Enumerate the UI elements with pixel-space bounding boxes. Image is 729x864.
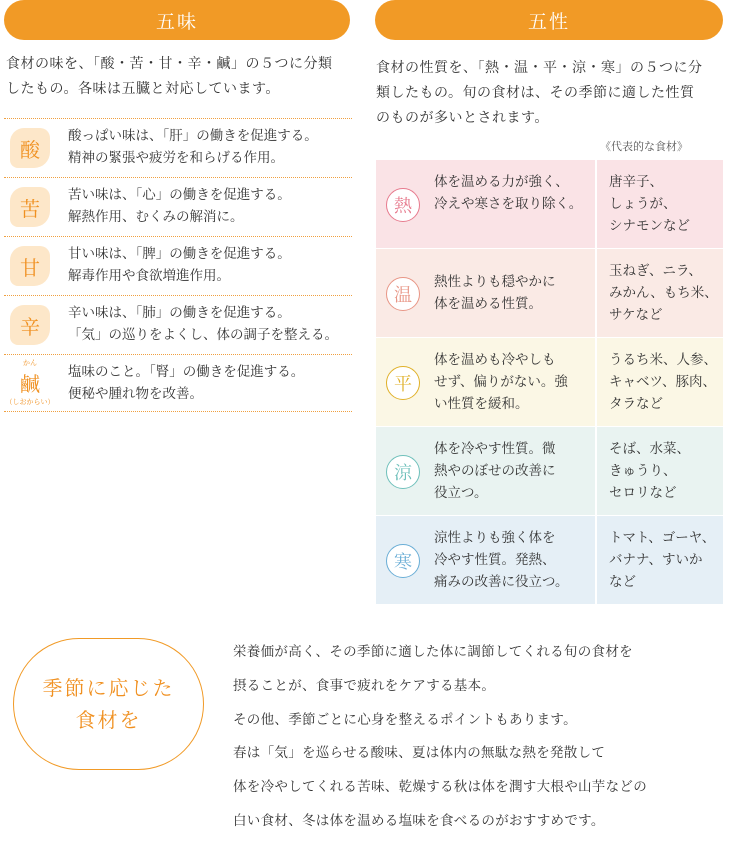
nature-line: 冷えや寒さを取り除く。 <box>434 196 583 212</box>
nature-description <box>434 171 592 215</box>
taste-line: 甘い味は、「脾」の働きを促進する。 <box>68 246 291 262</box>
taste-description <box>68 184 353 228</box>
food-line: きゅうり、 <box>609 463 677 479</box>
label-line: 食材を <box>75 708 142 732</box>
nature-line: 役立つ。 <box>434 485 488 501</box>
taste-line: 酸っぱい味は、「肝」の働きを促進する。 <box>68 128 318 144</box>
nature-description <box>434 271 592 315</box>
intro-line: したもの。各味は五臓と対応しています。 <box>6 81 280 97</box>
taste-char: 苦 <box>20 196 40 221</box>
nature-badge: 寒 <box>386 544 420 578</box>
taste-description <box>68 361 353 405</box>
intro-line: 食材の味を、「酸・苦・甘・辛・鹹」の５つに分類 <box>6 56 333 72</box>
nature-foods <box>609 349 723 415</box>
food-line: シナモンなど <box>609 218 690 234</box>
food-line: サケなど <box>609 307 663 323</box>
nature-description <box>434 349 592 415</box>
taste-row-salty <box>4 355 352 412</box>
food-line: しょうが、 <box>609 196 677 212</box>
nature-table <box>376 160 723 605</box>
goami-intro <box>6 52 351 102</box>
food-line: みかん、もち米、 <box>609 285 718 301</box>
seasonal-food-badge <box>13 638 204 770</box>
paragraph-line: 体を冷やしてくれる苦味、乾燥する秋は体を潤す大根や山芋などの <box>233 779 647 796</box>
nature-foods-cell <box>597 338 723 426</box>
nature-desc-cell <box>376 427 595 515</box>
paragraph-line: 白い食材、冬は体を温める塩味を食べるのがおすすめです。 <box>233 812 605 829</box>
taste-row-sour <box>4 119 352 178</box>
food-line: 唐辛子、 <box>609 174 663 190</box>
nature-row-warm <box>376 249 723 338</box>
nature-badge: 温 <box>386 277 420 311</box>
taste-description <box>68 302 353 346</box>
nature-line: 熱性よりも穏やかに <box>434 274 556 290</box>
taste-list <box>4 118 352 412</box>
food-line: バナナ、すいか <box>609 552 703 568</box>
nature-row-cool <box>376 427 723 516</box>
food-line: 玉ねぎ、ニラ、 <box>609 263 702 279</box>
nature-line: 体を温めも冷やしも <box>434 352 556 368</box>
goami-header: 五味 <box>4 0 350 40</box>
taste-reading: （しおからい） <box>5 398 55 406</box>
taste-line: 辛い味は、「肺」の働きを促進する。 <box>68 305 291 321</box>
taste-line: 苦い味は、「心」の働きを促進する。 <box>68 187 291 203</box>
nature-description <box>434 438 592 504</box>
nature-badge: 熱 <box>386 188 420 222</box>
nature-line: 熱やのぼせの改善に <box>434 463 556 479</box>
nature-line: せず、偏りがない。強 <box>434 374 568 390</box>
nature-line: 体を温める力が強く、 <box>434 174 569 190</box>
paragraph-line: 春は「気」を巡らせる酸味、夏は体内の無駄な熱を発散して <box>233 745 606 762</box>
nature-foods-cell <box>597 427 723 515</box>
nature-badge: 涼 <box>386 455 420 489</box>
typical-foods-label: 《代表的な食材》 <box>600 140 688 153</box>
taste-line: 塩味のこと。「腎」の働きを促進する。 <box>68 364 305 380</box>
taste-line: 「気」の巡りをよくし、体の調子を整える。 <box>68 327 338 343</box>
nature-desc-cell <box>376 160 595 248</box>
intro-line: 類したもの。旬の食材は、その季節に適した性質 <box>376 85 695 101</box>
food-line: キャベツ、豚肉、 <box>609 374 717 390</box>
nature-description <box>434 527 592 593</box>
paragraph-line: 摂ることが、食事で疲れをケアする基本。 <box>233 677 496 694</box>
nature-row-hot <box>376 160 723 249</box>
food-line: うるち米、人参、 <box>609 352 717 368</box>
food-line: セロリなど <box>609 485 677 501</box>
gosei-intro <box>376 56 726 131</box>
nature-foods <box>609 260 723 326</box>
taste-description <box>68 125 353 169</box>
nature-desc-cell <box>376 516 595 604</box>
label-line: 季節に応じた <box>42 676 175 700</box>
taste-ruby: かん <box>23 359 37 367</box>
intro-line: のものが多いとされます。 <box>376 110 549 126</box>
nature-line: 体を冷やす性質。微 <box>434 441 556 457</box>
intro-line: 食材の性質を、「熱・温・平・涼・寒」の５つに分 <box>376 60 703 76</box>
taste-line: 解毒作用や食欲増進作用。 <box>68 268 230 284</box>
taste-line: 精神の緊張や疲労を和らげる作用。 <box>68 150 284 166</box>
nature-foods-cell <box>597 516 723 604</box>
nature-line: 涼性よりも強く体を <box>434 530 556 546</box>
paragraph-line: 栄養価が高く、その季節に適した体に調節してくれる旬の食材を <box>233 644 633 660</box>
taste-row-bitter <box>4 178 352 237</box>
seasonal-food-label <box>43 672 175 736</box>
nature-line: 冷やす性質。発熱、 <box>434 552 556 568</box>
nature-row-cold <box>376 516 723 605</box>
taste-line: 便秘や腫れ物を改善。 <box>68 386 203 402</box>
nature-line: 痛みの改善に役立つ。 <box>434 574 569 590</box>
taste-row-sweet <box>4 237 352 296</box>
food-line: など <box>609 574 636 590</box>
nature-desc-cell <box>376 338 595 426</box>
paragraph-line: その他、季節ごとに心身を整えるポイントもあります。 <box>233 711 577 728</box>
nature-foods-cell <box>597 160 723 248</box>
nature-line: 体を温める性質。 <box>434 296 542 312</box>
taste-char: 鹹 <box>20 371 40 396</box>
taste-char: 辛 <box>20 314 40 339</box>
nature-badge: 平 <box>386 366 420 400</box>
seasonal-paragraph <box>233 636 725 839</box>
food-line: そば、水菜、 <box>609 441 690 457</box>
taste-char: 酸 <box>20 137 40 162</box>
taste-description <box>68 243 353 287</box>
nature-foods <box>609 438 723 504</box>
food-line: タラなど <box>609 396 663 412</box>
nature-line: い性質を緩和。 <box>434 396 529 412</box>
nature-row-neutral <box>376 338 723 427</box>
nature-foods <box>609 171 723 237</box>
nature-desc-cell <box>376 249 595 337</box>
food-line: トマト、ゴーヤ、 <box>609 530 716 546</box>
gosei-header: 五性 <box>375 0 723 40</box>
taste-line: 解熱作用、むくみの解消に。 <box>68 209 244 225</box>
taste-row-pungent <box>4 296 352 355</box>
taste-char: 甘 <box>20 255 40 280</box>
nature-foods-cell <box>597 249 723 337</box>
nature-foods <box>609 527 723 593</box>
